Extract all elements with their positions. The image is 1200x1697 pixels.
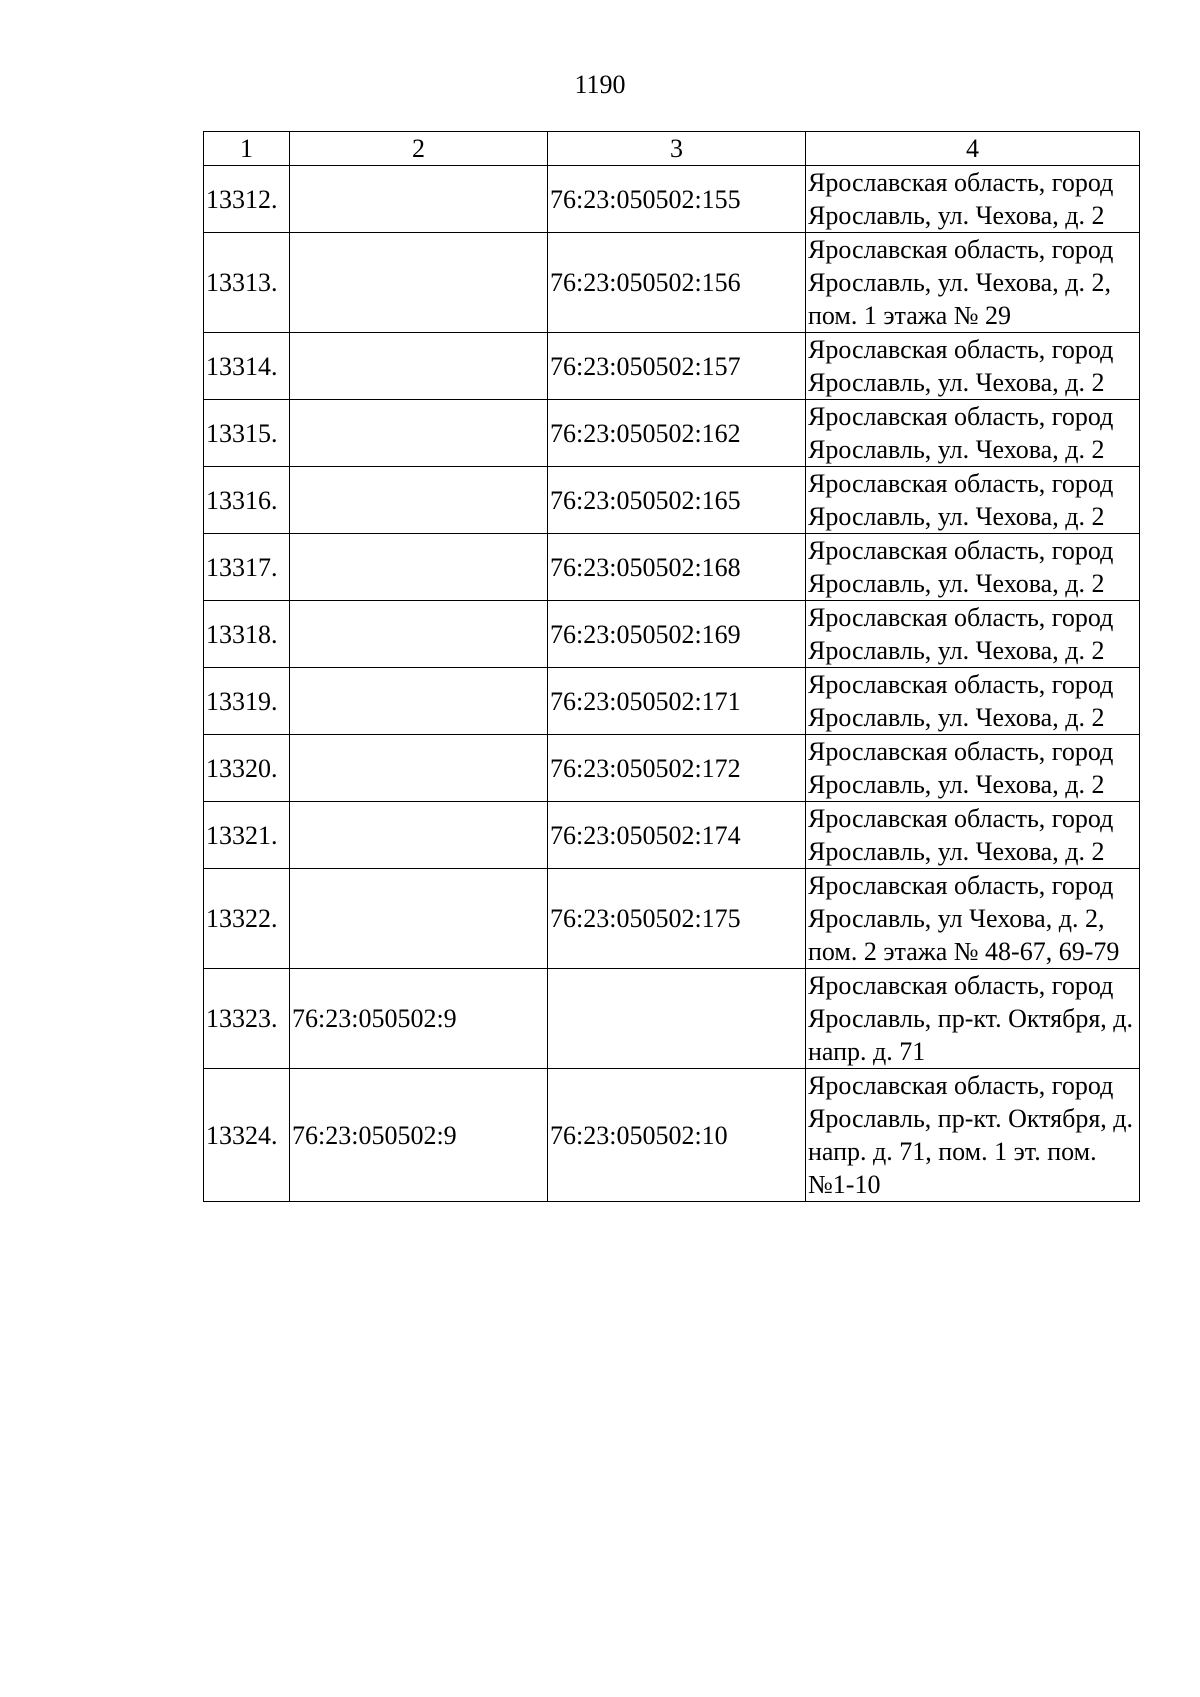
row-number-cell: 13317. <box>204 534 290 601</box>
cadastral-number-cell: 76:23:050502:174 <box>548 802 806 869</box>
address-cell: Ярославская область, город Ярославль, ул. Чехова, д. 2 <box>806 668 1140 735</box>
address-cell: Ярославская область, город Ярославль, пр-кт. Октября, д. напр. д. 71, пом. 1 эт. пом. №1-10 <box>806 1069 1140 1202</box>
page-number: 1190 <box>574 70 626 99</box>
table-header-row <box>204 132 1140 166</box>
table-row <box>204 601 1140 668</box>
row-number-cell: 13319. <box>204 668 290 735</box>
cadastral-number-cell: 76:23:050502:171 <box>548 668 806 735</box>
address-cell: Ярославская область, город Ярославль, ул. Чехова, д. 2, пом. 1 этажа № 29 <box>806 233 1140 333</box>
cadastral-number-cell: 76:23:050502:157 <box>548 333 806 400</box>
cadastral-parent-cell: 76:23:050502:9 <box>290 969 548 1069</box>
table-row <box>204 467 1140 534</box>
table-row <box>204 1069 1140 1202</box>
header-col-3: 3 <box>548 132 806 166</box>
address-cell: Ярославская область, город Ярославль, ул. Чехова, д. 2 <box>806 802 1140 869</box>
header-col-2: 2 <box>290 132 548 166</box>
cadastral-number-cell: 76:23:050502:155 <box>548 166 806 233</box>
table-row <box>204 233 1140 333</box>
cadastral-parent-cell: 76:23:050502:9 <box>290 1069 548 1202</box>
header-col-1: 1 <box>204 132 290 166</box>
table-row <box>204 802 1140 869</box>
cadastral-parent-cell <box>290 802 548 869</box>
cadastral-parent-cell <box>290 668 548 735</box>
row-number-cell: 13312. <box>204 166 290 233</box>
row-number-cell: 13315. <box>204 400 290 467</box>
cadastral-parent-cell <box>290 166 548 233</box>
row-number-cell: 13321. <box>204 802 290 869</box>
table-row <box>204 400 1140 467</box>
address-cell: Ярославская область, город Ярославль, ул Чехова, д. 2, пом. 2 этажа № 48-67, 69-79 <box>806 869 1140 969</box>
address-cell: Ярославская область, город Ярославль, пр-кт. Октября, д. напр. д. 71 <box>806 969 1140 1069</box>
address-cell: Ярославская область, город Ярославль, ул. Чехова, д. 2 <box>806 735 1140 802</box>
table-row <box>204 333 1140 400</box>
cadastral-number-cell: 76:23:050502:168 <box>548 534 806 601</box>
table-row <box>204 869 1140 969</box>
cadastral-parent-cell <box>290 333 548 400</box>
address-cell: Ярославская область, город Ярославль, ул. Чехова, д. 2 <box>806 601 1140 668</box>
table-row <box>204 668 1140 735</box>
row-number-cell: 13322. <box>204 869 290 969</box>
row-number-cell: 13323. <box>204 969 290 1069</box>
registry-table <box>203 131 1140 1202</box>
cadastral-number-cell: 76:23:050502:172 <box>548 735 806 802</box>
cadastral-parent-cell <box>290 534 548 601</box>
cadastral-number-cell: 76:23:050502:175 <box>548 869 806 969</box>
cadastral-number-cell: 76:23:050502:156 <box>548 233 806 333</box>
row-number-cell: 13316. <box>204 467 290 534</box>
table-row <box>204 969 1140 1069</box>
cadastral-number-cell: 76:23:050502:165 <box>548 467 806 534</box>
row-number-cell: 13314. <box>204 333 290 400</box>
table-row <box>204 166 1140 233</box>
cadastral-parent-cell <box>290 869 548 969</box>
cadastral-parent-cell <box>290 601 548 668</box>
address-cell: Ярославская область, город Ярославль, ул. Чехова, д. 2 <box>806 400 1140 467</box>
table-body <box>204 166 1140 1202</box>
address-cell: Ярославская область, город Ярославль, ул. Чехова, д. 2 <box>806 166 1140 233</box>
address-cell: Ярославская область, город Ярославль, ул. Чехова, д. 2 <box>806 333 1140 400</box>
cadastral-number-cell: 76:23:050502:162 <box>548 400 806 467</box>
address-cell: Ярославская область, город Ярославль, ул. Чехова, д. 2 <box>806 534 1140 601</box>
cadastral-parent-cell <box>290 467 548 534</box>
header-col-4: 4 <box>806 132 1140 166</box>
cadastral-number-cell: 76:23:050502:169 <box>548 601 806 668</box>
address-cell: Ярославская область, город Ярославль, ул. Чехова, д. 2 <box>806 467 1140 534</box>
cadastral-parent-cell <box>290 400 548 467</box>
cadastral-parent-cell <box>290 233 548 333</box>
cadastral-number-cell <box>548 969 806 1069</box>
table-row <box>204 735 1140 802</box>
row-number-cell: 13324. <box>204 1069 290 1202</box>
row-number-cell: 13313. <box>204 233 290 333</box>
row-number-cell: 13318. <box>204 601 290 668</box>
cadastral-parent-cell <box>290 735 548 802</box>
cadastral-number-cell: 76:23:050502:10 <box>548 1069 806 1202</box>
table-row <box>204 534 1140 601</box>
row-number-cell: 13320. <box>204 735 290 802</box>
